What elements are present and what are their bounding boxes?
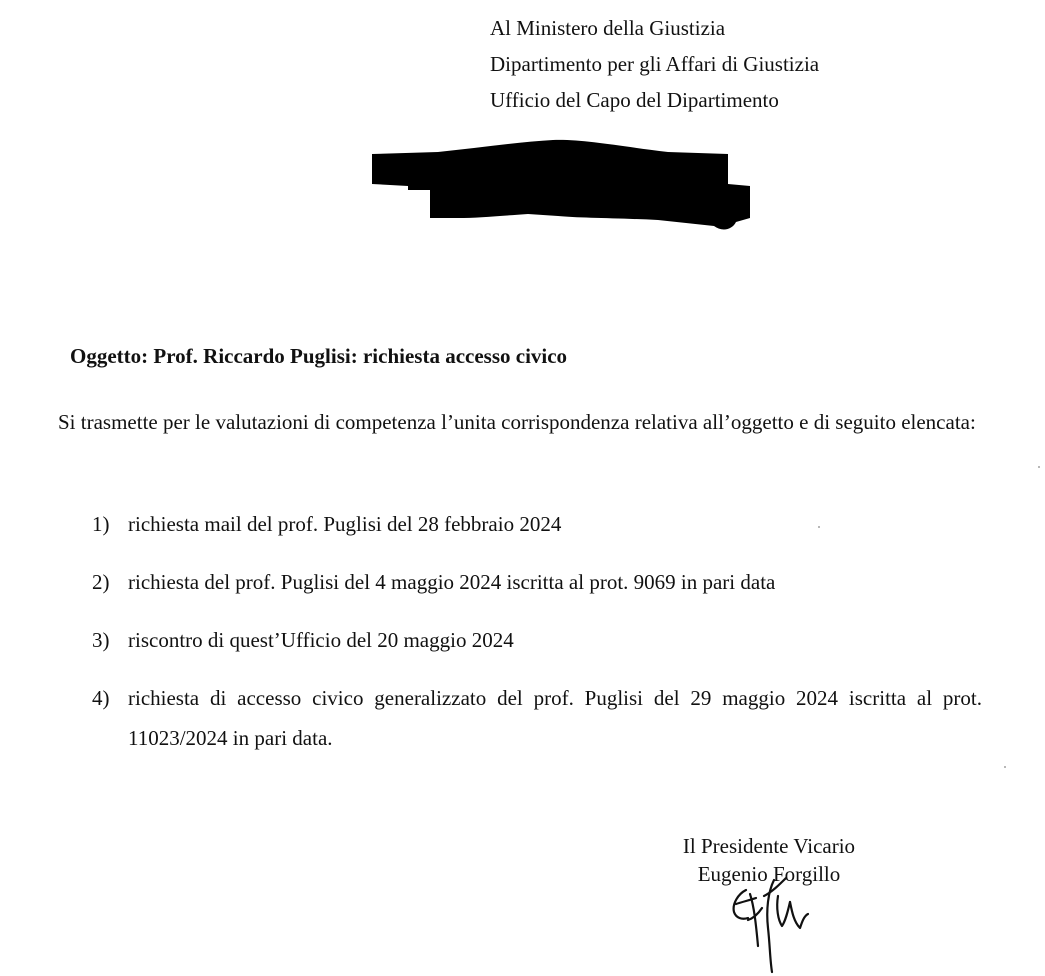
signatory-name: Eugenio Forgillo xyxy=(697,862,841,886)
scan-speck xyxy=(818,526,820,528)
list-item xyxy=(92,678,982,758)
list-item-number: 2) xyxy=(92,570,110,594)
list-item-text: riscontro di quest’Ufficio del 20 maggio 2024 xyxy=(128,628,514,652)
addressee-line-office: Ufficio del Capo del Dipartimento xyxy=(490,88,779,112)
list-item-text: richiesta di accesso civico generalizzato del prof. Puglisi del 29 maggio 2024 iscritta al prot. 11023/2024 in pari data. xyxy=(128,686,982,750)
scan-speck xyxy=(1004,766,1006,768)
subject-line: Oggetto: Prof. Riccardo Puglisi: richiesta accesso civico xyxy=(70,344,568,368)
signatory-title: Il Presidente Vicario xyxy=(682,834,856,858)
enclosure-list xyxy=(92,504,982,776)
scan-speck xyxy=(1038,466,1040,468)
list-item-number: 4) xyxy=(92,686,110,710)
list-item-text: richiesta mail del prof. Puglisi del 28 febbraio 2024 xyxy=(128,512,562,536)
intro-paragraph: Si trasmette per le valutazioni di competenza l’unita corrispondenza relativa all’oggetto e di seguito elencata: xyxy=(58,410,976,434)
list-item-number: 3) xyxy=(92,628,110,652)
addressee-line-department: Dipartimento per gli Affari di Giustizia xyxy=(490,52,820,76)
list-item-number: 1) xyxy=(92,512,110,536)
redaction-mark xyxy=(368,138,752,234)
addressee-block xyxy=(490,10,819,118)
list-item xyxy=(92,620,982,660)
list-item xyxy=(92,504,982,544)
list-item xyxy=(92,562,982,602)
list-item-text: richiesta del prof. Puglisi del 4 maggio 2024 iscritta al prot. 9069 in pari data xyxy=(128,570,776,594)
handwritten-signature xyxy=(728,876,828,974)
addressee-line-ministry: Al Ministero della Giustizia xyxy=(490,16,726,40)
